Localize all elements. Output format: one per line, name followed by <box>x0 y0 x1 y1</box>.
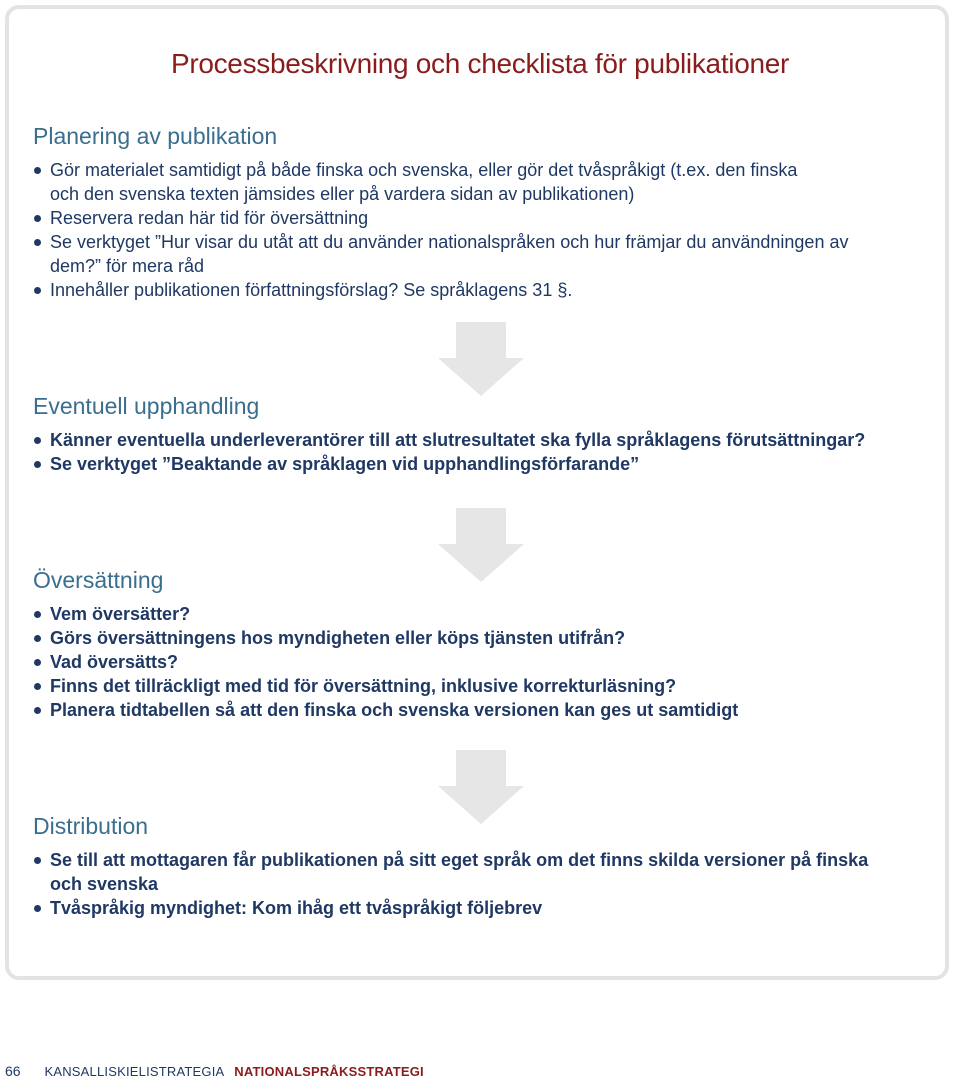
list-item: Görs översättningens hos myndigheten eller köps tjänsten utifrån? <box>33 626 943 650</box>
list-item: Innehåller publikationen författningsförslag? Se språklagens 31 §. <box>33 278 943 302</box>
section-heading: Översättning <box>33 567 164 593</box>
list-item: Se verktyget ”Beaktande av språklagen vid upphandlingsförfarande” <box>33 452 943 476</box>
section-heading: Distribution <box>33 813 149 839</box>
footer-title-finnish: KANSALLISKIELISTRATEGIA <box>44 1064 225 1079</box>
list-item: Tvåspråkig myndighet: Kom ihåg ett tvåspråkigt följebrev <box>33 896 943 920</box>
section-translation <box>33 566 943 722</box>
list-item: Planera tidtabellen så att den finska och svenska versionen kan ges ut samtidigt <box>33 698 943 722</box>
bullet-list <box>33 428 943 476</box>
list-item: Vem översätter? <box>33 602 943 626</box>
list-item: Finns det tillräckligt med tid för översättning, inklusive korrekturläsning? <box>33 674 943 698</box>
list-item: Känner eventuella underleverantörer till att slutresultatet ska fylla språklagens förutsättningar? <box>33 428 943 452</box>
list-item: Se verktyget ”Hur visar du utåt att du använder nationalspråken och hur främjar du användningen av dem?” för mera råd <box>33 230 860 278</box>
footer-title-swedish: NATIONALSPRÅKSSTRATEGI <box>234 1064 424 1079</box>
section-planning <box>33 122 943 302</box>
section-distribution <box>33 812 943 920</box>
list-item: Reservera redan här tid för översättning <box>33 206 943 230</box>
down-arrow-icon <box>438 322 524 396</box>
bullet-list <box>33 602 943 722</box>
section-heading: Eventuell upphandling <box>33 393 260 419</box>
page-number: 66 <box>5 1063 21 1079</box>
page-footer <box>5 1063 424 1079</box>
section-procurement <box>33 392 943 476</box>
list-item: Se till att mottagaren får publikationen på sitt eget språk om det finns skilda versioner på finska och svenska <box>33 848 870 896</box>
section-heading: Planering av publikation <box>33 123 278 149</box>
page-title: Processbeskrivning och checklista för publikationer <box>170 48 790 79</box>
bullet-list <box>33 848 943 920</box>
list-item: Vad översätts? <box>33 650 943 674</box>
bullet-list <box>33 158 943 302</box>
list-item: Gör materialet samtidigt på både finska och svenska, eller gör det tvåspråkigt (t.ex. den finska och den svenska texten jämsides eller på vardera sidan av publikationen) <box>33 158 810 206</box>
